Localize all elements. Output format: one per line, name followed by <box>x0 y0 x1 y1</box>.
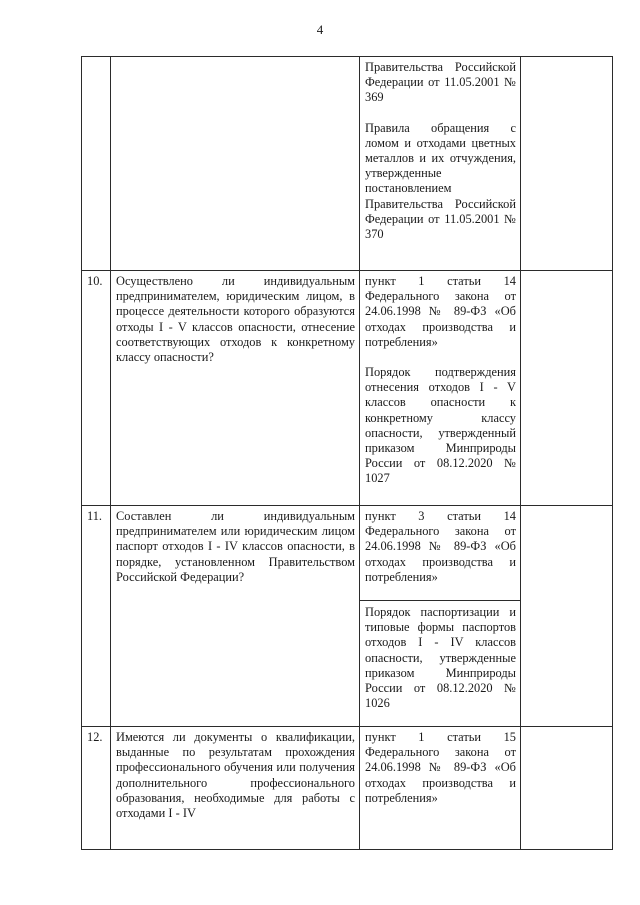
question-cell: Составлен ли индивидуальным предпринимателем или юридическим лицом паспорт отходов I - IV классов опасности, в порядке, установленном Правительством Российской Федерации? <box>111 506 360 727</box>
checklist-table <box>81 56 613 850</box>
empty-cell <box>521 727 613 850</box>
question-cell: Осуществлено ли индивидуальным предпринимателем, юридическим лицом, в процессе деятельности которого образуются отходы I - V классов опасности, отнесение соответствующих отходов к конкретному классу опасности? <box>111 271 360 506</box>
row-number: 12. <box>82 727 111 850</box>
legal-reference: пункт 1 статьи 15 Федерального закона от 24.06.1998 № 89-ФЗ «Об отходах производства и потребления» <box>365 730 516 805</box>
reference-cell <box>360 727 521 850</box>
legal-reference: пункт 1 статьи 14 Федерального закона от 24.06.1998 № 89-ФЗ «Об отходах производства и потребления» <box>365 274 516 349</box>
table-row <box>82 271 613 506</box>
legal-reference: Порядок паспортизации и типовые формы паспортов отходов I - IV классов опасности, утвержденные приказом Минприроды России от 08.12.2020 № 1026 <box>360 600 520 711</box>
legal-reference: пункт 3 статьи 14 Федерального закона от 24.06.1998 № 89-ФЗ «Об отходах производства и потребления» <box>365 509 516 584</box>
table-row <box>82 57 613 271</box>
reference-cell <box>360 506 521 727</box>
table-row <box>82 506 613 727</box>
legal-reference: Порядок подтверждения отнесения отходов I - V классов опасности к конкретному классу опасности, утвержденный приказом Минприроды России от 08.12.2020 № 1027 <box>365 365 516 486</box>
question-cell <box>111 57 360 271</box>
reference-cell <box>360 271 521 506</box>
page-number: 4 <box>316 22 324 37</box>
legal-reference: Правительства Российской Федерации от 11.05.2001 № 369 <box>365 60 516 105</box>
row-number: 10. <box>82 271 111 506</box>
empty-cell <box>521 271 613 506</box>
row-number: 11. <box>82 506 111 727</box>
legal-reference: Правила обращения с ломом и отходами цветных металлов и их отчуждения, утвержденные постановлением Правительства Российской Федерации от 11.05.2001 № 370 <box>365 120 516 242</box>
empty-cell <box>521 57 613 271</box>
table-row <box>82 727 613 850</box>
empty-cell <box>521 506 613 727</box>
question-cell: Имеются ли документы о квалификации, выданные по результатам прохождения профессионального обучения или получения дополнительного профессионального образования, необходимые для работы с отходами I - IV <box>111 727 360 850</box>
row-number <box>82 57 111 271</box>
reference-cell <box>360 57 521 271</box>
